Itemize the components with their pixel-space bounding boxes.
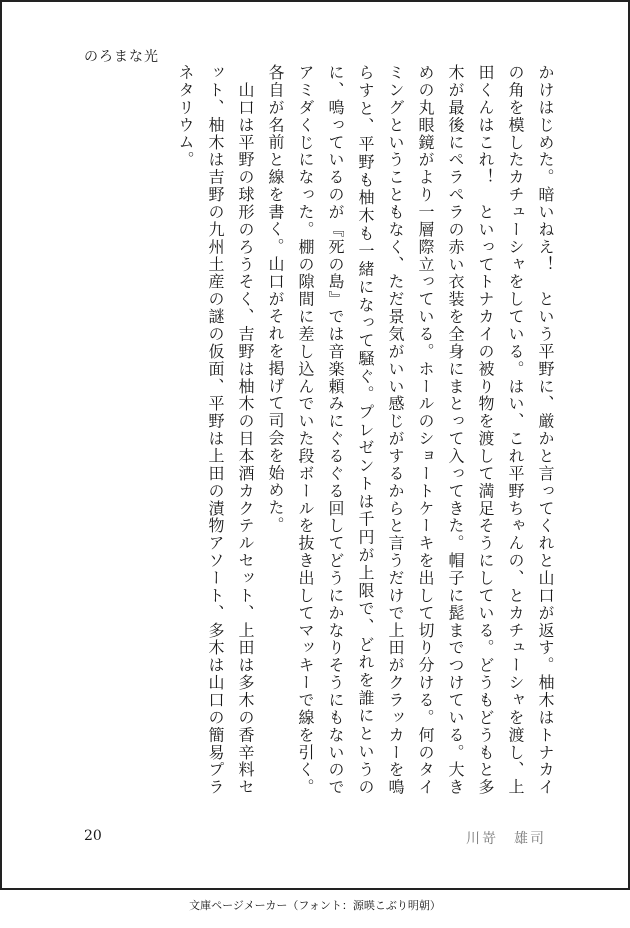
page-number: 20 <box>84 828 102 844</box>
paragraph: かけはじめた。暗いねえ！ という平野に、厳かと言ってくれと山口が返す。柚木はトナカイの角を模したカチューシャをしている。はい、これ平野ちゃんの、とカチューシャを渡し、上田くんはこれ！ といってトナカイの被り物を渡して満足そうにしている。どうもどうもと多木が最後にペラペラの赤い衣装を全身にまとって入ってきた。帽子に髭までつけている。大きめの丸眼鏡がより一層際立っている。ホールのショートケーキを出して切り分ける。何のタイミングということもなく、ただ景気がいい感じがするからと言うだけで上田がクラッカーを鳴らすと、平野も柚木も一緒になって騒ぐ。プレゼントは千円が上限で、どれを誰にというのに、鳴っているのが『死の島』では音楽頼みにぐるぐる回してどうにかなりそうにもないのでアミダくじになった。棚の隙間に差し込んでいた段ボールを抜き出してマッキーで線を引く。各自が名前と線を書く。山口がそれを掲げて司会を始めた。 <box>266 64 555 796</box>
author-name: 川嵜 雄司 <box>466 831 546 847</box>
generator-caption: 文庫ページメーカー（フォント：源暎こぶり明朝） <box>189 899 441 912</box>
running-title: のろまな光 <box>84 49 159 65</box>
body-text <box>80 64 560 796</box>
paragraph: 山口は平野の球形のろうそく、吉野は柚木の日本酒カクテルセット、上田は多木の香辛料セット、柚木は吉野の九州土産の謎の仮面、平野は上田の漬物アソート、多木は山口の簡易プラネタリウム。 <box>176 64 255 796</box>
